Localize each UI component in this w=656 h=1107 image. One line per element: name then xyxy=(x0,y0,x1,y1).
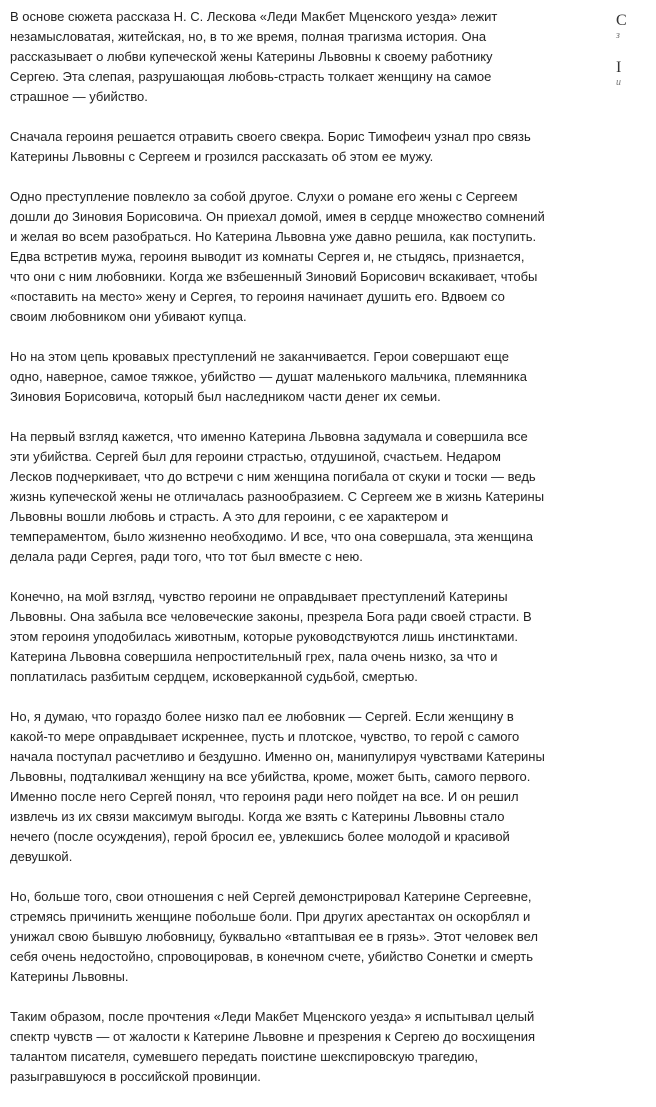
article-paragraph: Но на этом цепь кровавых преступлений не заканчивается. Герои совершают еще одно, наверное, самое тяжкое, убийство — душат маленького мальчика, племянника Зиновия Борисовича, который был наследником части денег их семьи. xyxy=(10,349,527,404)
article-paragraph: На первый взгляд кажется, что именно Катерина Львовна задумала и совершила все эти убийства. Сергей был для героини страстью, отдушиной, счастьем. Недаром Лесков подчеркивает, что до встречи с ним женщина погибала от скуки и тоски — ведь жизнь купеческой жены не отличалась разнообразием. С Сергеем же в жизнь Катерины Львовны вошли любовь и страсть. А это для героини, с ее характером и темпераментом, было жизненно необходимо. И все, что она совершала, эта женщина делала ради Сергея, ради того, что тот был вместе с нею. xyxy=(10,429,545,564)
sidebar-item-sub: з xyxy=(616,30,620,41)
article-paragraph: В основе сюжета рассказа Н. С. Лескова «Леди Макбет Мценского уезда» лежит незамысловатая, житейская, но, в то же время, полная трагизма история. Она рассказывает о любви купеческой жены Катерины Львовны к своему работнику Сергею. Эта слепая, разрушающая любовь-страсть толкает женщину на самое страшное — убийство. xyxy=(10,9,498,104)
sidebar-clipped xyxy=(616,12,656,89)
article-paragraph: Таким образом, после прочтения «Леди Макбет Мценского уезда» я испытывал целый спектр чувств — от жалости к Катерине Львовне и презрения к Сергею до восхищения талантом писателя, сумевшего передать поистине шекспировскую трагедию, разыгравшуюся в российской провинции. xyxy=(10,1009,536,1084)
sidebar-item-letter: С xyxy=(616,12,627,29)
article-paragraph: Сначала героиня решается отравить своего свекра. Борис Тимофеич узнал про связь Катерины Львовны с Сергеем и грозился рассказать об этом ее мужу. xyxy=(10,129,531,164)
sidebar-item-letter: I xyxy=(616,59,622,76)
sidebar-item[interactable] xyxy=(616,59,656,89)
article-paragraph: Конечно, на мой взгляд, чувство героини не оправдывает преступлений Катерины Львовны. Она забыла все человеческие законы, презрела Бога ради своей страсти. В этом героиня уподобилась животным, которые руководствуются лишь инстинктами. Катерина Львовна совершила непростительный грех, пала очень низко, за что и поплатилась разбитым сердцем, исковерканной судьбой, смертью. xyxy=(10,589,532,684)
sidebar-item-sub: и xyxy=(616,77,621,88)
article-paragraph: Одно преступление повлекло за собой другое. Слухи о романе его жены с Сергеем дошли до Зиновия Борисовича. Он приехал домой, имея в сердце множество сомнений и желая во всем разобраться. Но Катерина Львовна уже давно решила, как поступить. Едва встретив мужа, героиня выводит из комнаты Сергея и, не стыдясь, признается, что они с ним любовники. Когда же взбешенный Зиновий Борисович вскакивает, чтобы «поставить на место» жену и Сергея, то героиня начинает душить его. Вдвоем со своим любовником они убивают купца. xyxy=(10,189,545,324)
article-paragraph: Но, больше того, свои отношения с ней Сергей демонстрировал Катерине Сергеевне, стремясь причинить женщине побольше боли. При других арестантах он оскорблял и унижал свою бывшую любовницу, буквально «втаптывая ее в грязь». Этот человек вел себя очень недостойно, спровоцировав, в конечном счете, убийство Сонетки и смерть Катерины Львовны. xyxy=(10,889,538,984)
sidebar-item[interactable] xyxy=(616,12,656,42)
article-paragraph: Но, я думаю, что гораздо более низко пал ее любовник — Сергей. Если женщину в какой-то мере оправдывает искреннее, пусть и плотское, чувство, то герой с самого начала поступал расчетливо и бездушно. Именно он, манипулируя чувствами Катерины Львовны, подталкивал женщину на все убийства, кроме, может быть, самого первого. Именно после него Сергей понял, что героиня ради него пойдет на все. И он решил извлечь из их связи максимум выгоды. Когда же взять с Катерины Львовны стало нечего (после осуждения), герой бросил ее, увлекшись более молодой и красивой девушкой. xyxy=(10,709,545,864)
article-body xyxy=(10,7,545,1107)
